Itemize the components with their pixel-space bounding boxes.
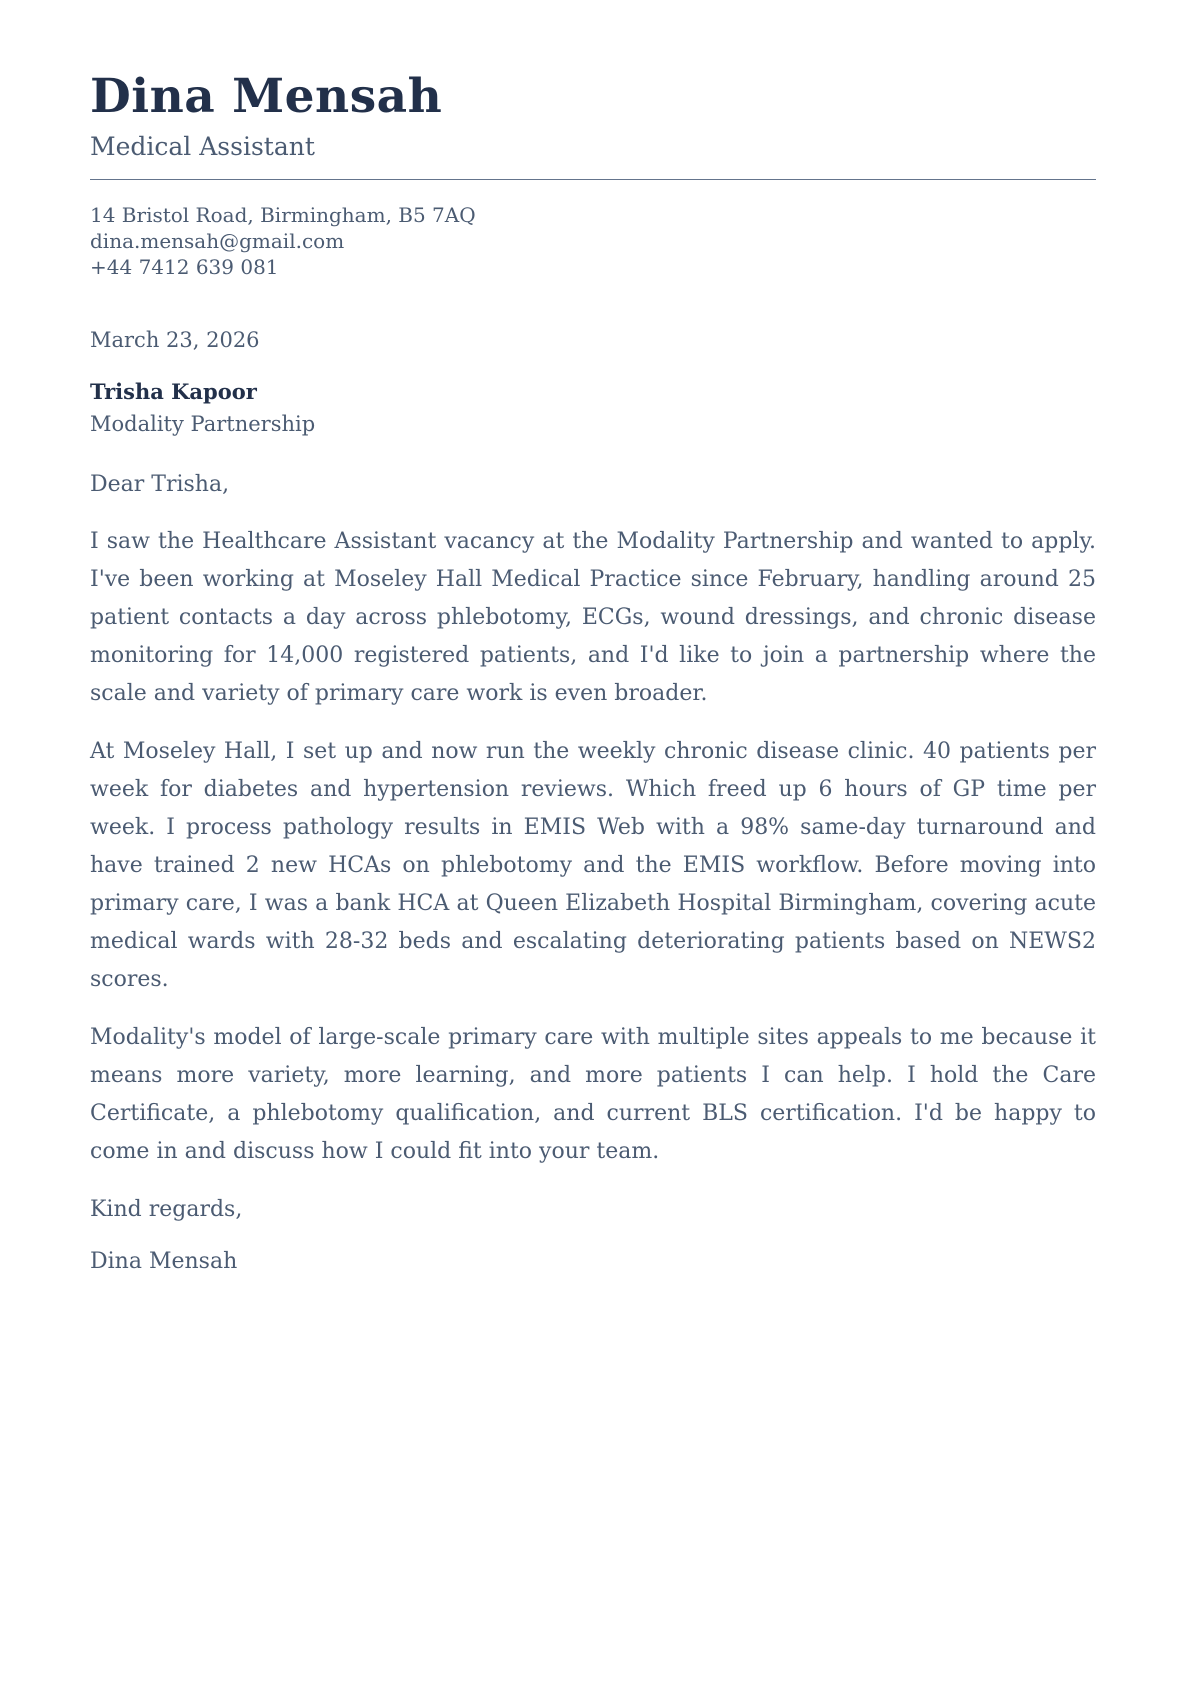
contact-phone: +44 7412 639 081	[90, 255, 279, 280]
letter-body	[90, 328, 1096, 1281]
paragraph-2: At Moseley Hall, I set up and now run the weekly chronic disease clinic. 40 patients per week for diabetes and hypertension reviews. Which freed up 6 hours of GP time per week. I process pathology results in EMIS Web with a 98% same-day turnaround and have trained 2 new HCAs on phlebotomy and the EMIS workflow. Before moving into primary care, I was a bank HCA at Queen Elizabeth Hospital Birmingham, covering acute medical wards with 28-32 beds and escalating deteriorating patients based on NEWS2 scores.	[90, 739, 1096, 993]
candidate-job-title: Medical Assistant	[90, 132, 315, 162]
contact-address: 14 Bristol Road, Birmingham, B5 7AQ	[90, 203, 476, 228]
candidate-name: Dina Mensah	[90, 69, 443, 124]
salutation: Dear Trisha,	[90, 472, 230, 498]
paragraph-1: I saw the Healthcare Assistant vacancy at the Modality Partnership and wanted to apply. I've been working at Moseley Hall Medical Practice since February, handling around 25 patient contacts a day across phlebotomy, ECGs, wound dressings, and chronic disease monitoring for 14,000 registered patients, and I'd like to join a partnership where the scale and variety of primary care work is even broader.	[90, 529, 1096, 707]
recipient-block	[90, 376, 1096, 440]
header-divider	[90, 179, 1096, 180]
closing: Kind regards,	[90, 1197, 243, 1223]
paragraph-3: Modality's model of large-scale primary care with multiple sites appeals to me because it means more variety, more learning, and more patients I can help. I hold the Care Certificate, a phlebotomy qualification, and current BLS certification. I'd be happy to come in and discuss how I could fit into your team.	[90, 1025, 1096, 1165]
letter-header	[90, 70, 1096, 280]
signature-name: Dina Mensah	[90, 1249, 238, 1275]
recipient-company: Modality Partnership	[90, 412, 316, 437]
letter-date: March 23, 2026	[90, 328, 260, 353]
contact-info	[90, 202, 1096, 280]
contact-email: dina.mensah@gmail.com	[90, 229, 345, 254]
recipient-name: Trisha Kapoor	[90, 379, 257, 405]
